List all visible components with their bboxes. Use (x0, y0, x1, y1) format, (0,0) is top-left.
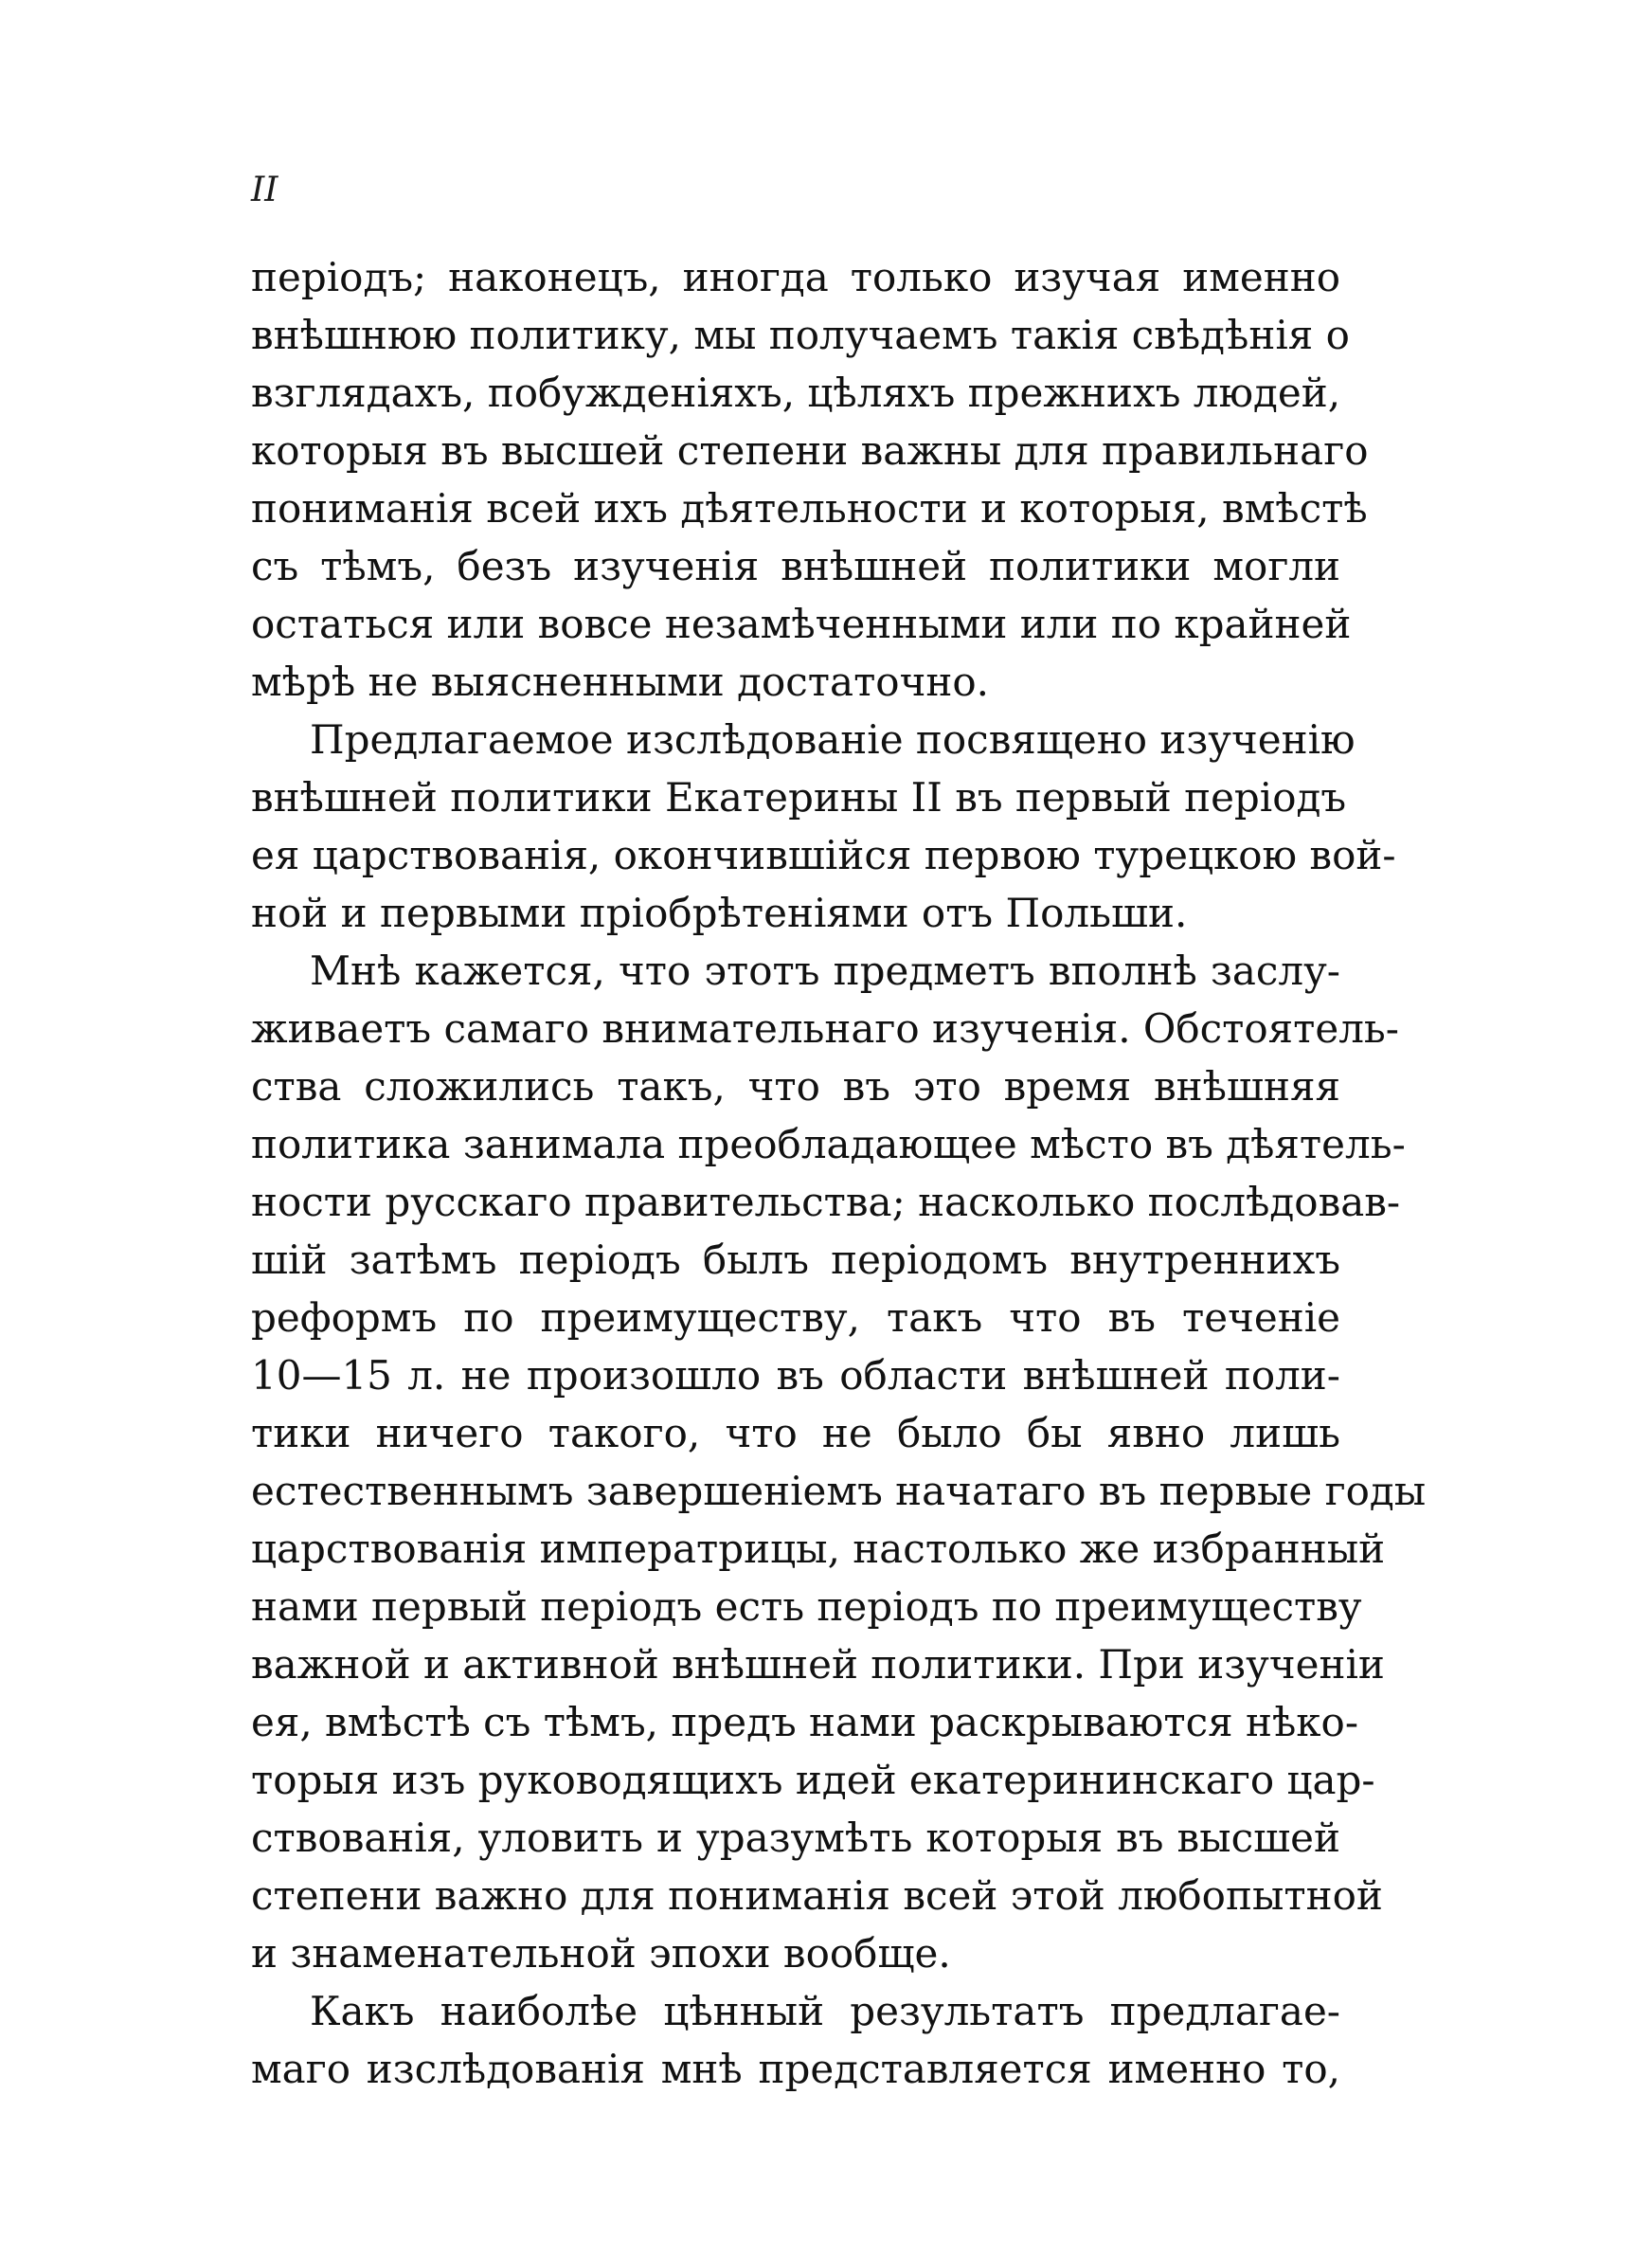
body-text (251, 248, 1427, 2098)
page-number: II (251, 171, 278, 209)
text-line: остаться или вовсе незамѣченными или по крайней (251, 601, 1352, 647)
text-line: реформъ по преимуществу, такъ что въ теченіе (251, 1294, 1340, 1341)
text-line: ствованія, уловить и уразумѣть которыя въ высшей (251, 1815, 1340, 1861)
text-line: взглядахъ, побужденіяхъ, цѣляхъ прежнихъ людей, (251, 370, 1341, 416)
text-line: тики ничего такого, что не было бы явно лишь (251, 1410, 1340, 1456)
text-line: политика занимала преобладающее мѣсто въ дѣятель- (251, 1121, 1406, 1167)
text-line: степени важно для пониманія всей этой любопытной (251, 1872, 1383, 1919)
text-line: 10—15 л. не произошло въ области внѣшней поли- (251, 1352, 1340, 1399)
text-line: ства сложились такъ, что въ это время внѣшняя (251, 1063, 1340, 1110)
text-line: царствованія императрицы, настолько же избранный (251, 1526, 1386, 1572)
text-line: ности русскаго правительства; насколько послѣдовав- (251, 1179, 1401, 1225)
text-line: естественнымъ завершеніемъ начатаго въ первые годы (251, 1468, 1427, 1514)
text-line: съ тѣмъ, безъ изученія внѣшней политики могли (251, 543, 1340, 589)
text-line: важной и активной внѣшней политики. При изученіи (251, 1641, 1385, 1688)
text-line: нами первый періодъ есть періодъ по преимуществу (251, 1583, 1362, 1630)
text-line: живаетъ самаго внимательнаго изученія. Обстоятель- (251, 1005, 1399, 1052)
text-line: внѣшнюю политику, мы получаемъ такія свѣдѣнія о (251, 312, 1350, 358)
text-line: внѣшней политики Екатерины II въ первый періодъ (251, 774, 1347, 821)
text-line: торыя изъ руководящихъ идей екатерининскаго цар- (251, 1757, 1375, 1803)
text-line: шій затѣмъ періодъ былъ періодомъ внутреннихъ (251, 1237, 1340, 1283)
paragraph-first-line: Мнѣ кажется, что этотъ предметъ вполнѣ заслу- (310, 948, 1340, 994)
text-line: мѣрѣ не выясненными достаточно. (251, 659, 989, 705)
paragraph-first-line: Какъ наиболѣе цѣнный результатъ предлагае- (310, 1988, 1340, 2034)
text-line: ной и первыми пріобрѣтеніями отъ Польши. (251, 890, 1188, 936)
text-line: ея царствованія, окончившійся первою турецкою вой- (251, 832, 1396, 878)
text-line: періодъ; наконецъ, иногда только изучая именно (251, 254, 1340, 300)
paragraph-first-line: Предлагаемое изслѣдованіе посвящено изученію (310, 716, 1356, 763)
text-line: которыя въ высшей степени важны для правильнаго (251, 427, 1369, 474)
text-line: пониманія всей ихъ дѣятельности и которыя, вмѣстѣ (251, 485, 1368, 532)
text-line: маго изслѣдованія мнѣ представляется именно то, (251, 2046, 1340, 2092)
text-line: ея, вмѣстѣ съ тѣмъ, предъ нами раскрываются нѣко- (251, 1699, 1359, 1745)
text-line: и знаменательной эпохи вообще. (251, 1930, 951, 1977)
